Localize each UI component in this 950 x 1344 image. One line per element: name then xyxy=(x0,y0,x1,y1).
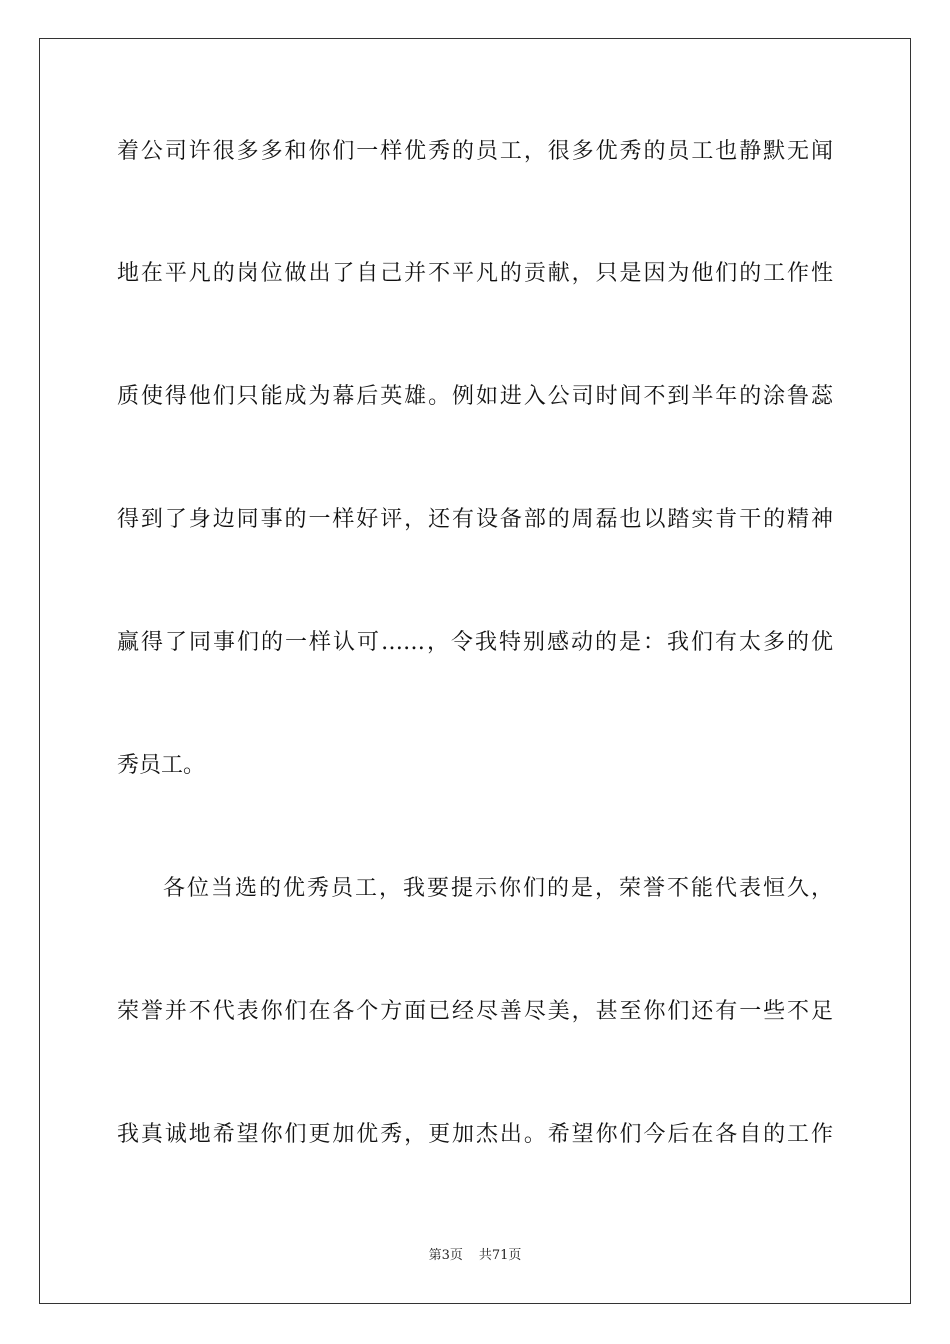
page-footer xyxy=(0,1247,950,1265)
text-line-5: 赢得了同事们的一样认可……，令我特别感动的是：我们有太多的优 xyxy=(117,630,833,655)
text-line-4: 得到了身边同事的一样好评，还有设备部的周磊也以踏实肯干的精神 xyxy=(117,507,833,532)
text-line-6: 秀员工。 xyxy=(117,753,206,778)
page-number: 第3页 xyxy=(428,1248,463,1263)
text-line-3: 质使得他们只能成为幕后英雄。例如进入公司时间不到半年的涂鲁蕊 xyxy=(117,384,833,409)
text-line-7: 各位当选的优秀员工，我要提示你们的是，荣誉不能代表恒久， xyxy=(163,876,833,901)
total-pages: 共71页 xyxy=(478,1248,522,1263)
page-frame xyxy=(39,38,911,1304)
text-line-2: 地在平凡的岗位做出了自己并不平凡的贡献，只是因为他们的工作性 xyxy=(117,261,833,286)
text-line-1: 着公司许很多多和你们一样优秀的员工，很多优秀的员工也静默无闻 xyxy=(117,139,833,164)
text-line-9: 我真诚地希望你们更加优秀，更加杰出。希望你们今后在各自的工作 xyxy=(117,1122,833,1147)
text-line-8: 荣誉并不代表你们在各个方面已经尽善尽美，甚至你们还有一些不足 xyxy=(117,999,833,1024)
